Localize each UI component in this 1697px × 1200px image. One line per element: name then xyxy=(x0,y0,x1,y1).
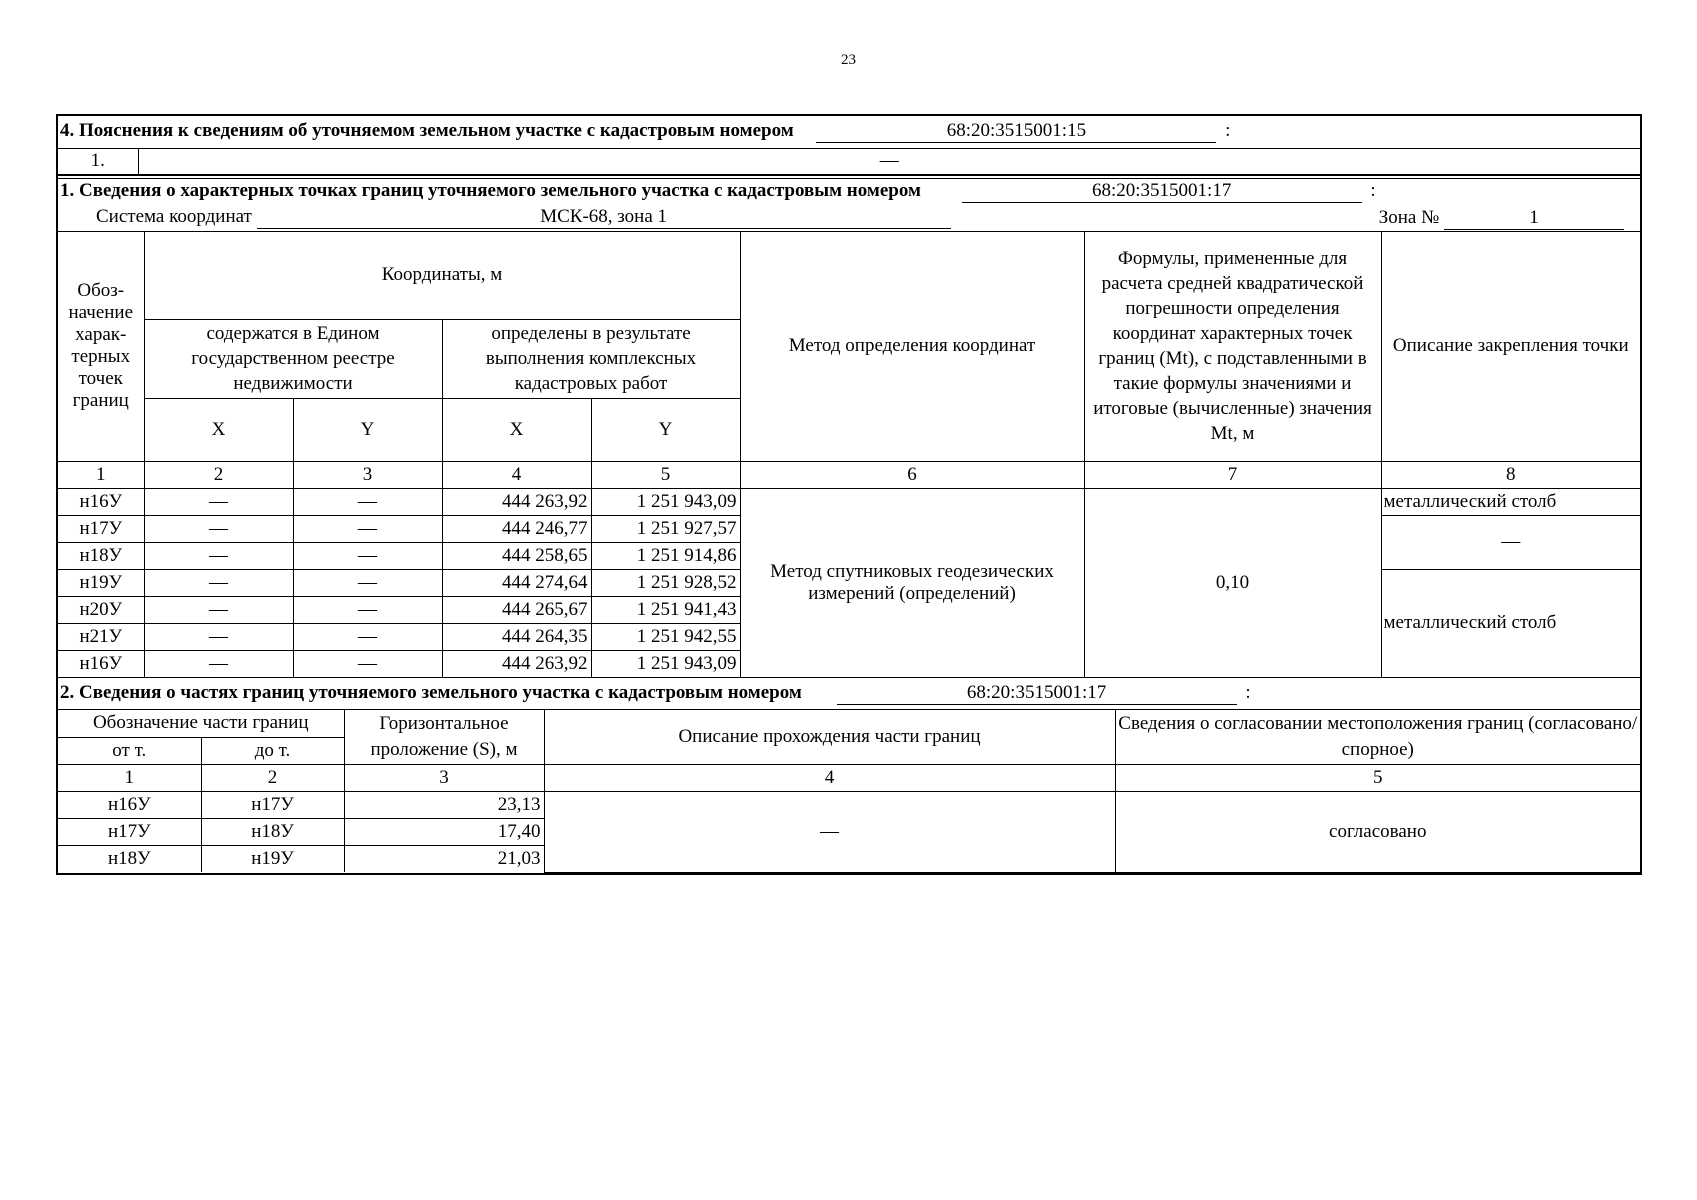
registry-x: — xyxy=(144,650,293,677)
header-designation: Обоз- начение харак- терных точек границ xyxy=(58,231,144,461)
coord-system-row xyxy=(58,205,1640,231)
coord-y: 1 251 941,43 xyxy=(591,596,740,623)
col-number: 3 xyxy=(344,764,544,791)
header-in-registry: содержатся в Едином государственном реестре недвижимости xyxy=(144,319,442,398)
registry-y: — xyxy=(293,488,442,515)
coord-system-value: МСК-68, зона 1 xyxy=(257,206,951,229)
coord-y: 1 251 942,55 xyxy=(591,623,740,650)
section4-row-value: — xyxy=(138,148,1640,174)
coord-x: 444 263,92 xyxy=(442,650,591,677)
section4-cadastral-number: 68:20:3515001:15 xyxy=(816,120,1216,143)
col-number: 1 xyxy=(58,764,201,791)
point-name: н20У xyxy=(58,596,144,623)
coord-x: 444 258,65 xyxy=(442,542,591,569)
registry-y: — xyxy=(293,623,442,650)
coord-y: 1 251 928,52 xyxy=(591,569,740,596)
col-number: 7 xyxy=(1084,461,1381,488)
part-from: н18У xyxy=(58,845,201,872)
section4-colon: : xyxy=(1225,120,1231,142)
section1-title-row xyxy=(58,177,1640,205)
coord-y: 1 251 943,09 xyxy=(591,650,740,677)
part-from: н16У xyxy=(58,791,201,818)
fixing-value: — xyxy=(1381,515,1640,569)
section1-cadastral-number: 68:20:3515001:17 xyxy=(962,180,1362,203)
header-horizontal: Горизонтальное проложение (S), м xyxy=(344,710,544,764)
part-to: н19У xyxy=(201,845,344,872)
zone-label: Зона № xyxy=(1378,206,1440,228)
point-name: н19У xyxy=(58,569,144,596)
agreement-value: согласовано xyxy=(1115,791,1640,872)
col-number: 2 xyxy=(144,461,293,488)
section1-title: 1. Сведения о характерных точках границ уточняемого земельного участка с кадастровым номером xyxy=(60,180,921,201)
coord-x: 444 246,77 xyxy=(442,515,591,542)
fixing-value: металлический столб xyxy=(1381,488,1640,515)
header-agreement: Сведения о согласовании местоположения границ (согласовано/спорное) xyxy=(1115,710,1640,764)
registry-x: — xyxy=(144,515,293,542)
part-from: н17У xyxy=(58,818,201,845)
col-number: 6 xyxy=(740,461,1084,488)
col-number: 4 xyxy=(544,764,1115,791)
header-coordinates: Координаты, м xyxy=(144,231,740,319)
col-number: 5 xyxy=(591,461,740,488)
point-name: н16У xyxy=(58,488,144,515)
point-name: н21У xyxy=(58,623,144,650)
page-number: 23 xyxy=(841,52,856,68)
registry-x: — xyxy=(144,596,293,623)
coord-y: 1 251 927,57 xyxy=(591,515,740,542)
section2-title: 2. Сведения о частях границ уточняемого земельного участка с кадастровым номером xyxy=(60,681,802,703)
coord-x: 444 274,64 xyxy=(442,569,591,596)
coord-y: 1 251 914,86 xyxy=(591,542,740,569)
part-to: н18У xyxy=(201,818,344,845)
coord-system-label: Система координат xyxy=(96,206,252,227)
header-method: Метод определения координат xyxy=(740,231,1084,461)
table-row xyxy=(58,488,1640,515)
header-description: Описание прохождения части границ xyxy=(544,710,1115,764)
header-fixing: Описание закрепления точки xyxy=(1381,231,1640,461)
header-to: до т. xyxy=(201,737,344,764)
fixing-value: металлический столб xyxy=(1381,569,1640,677)
section2-title-row xyxy=(58,678,1640,710)
coord-x: 444 265,67 xyxy=(442,596,591,623)
coord-x: 444 264,35 xyxy=(442,623,591,650)
registry-x: — xyxy=(144,488,293,515)
header-from: от т. xyxy=(58,737,201,764)
header-determined-y: Y xyxy=(591,398,740,461)
section1-colon: : xyxy=(1370,180,1376,201)
col-number: 8 xyxy=(1381,461,1640,488)
header-part-designation: Обозначение части границ xyxy=(58,710,344,737)
header-formulas: Формулы, примененные для расчета средней квадратической погрешности определения координат характерных точек границ (Mt), с подставленными в такие формулы значениями и итоговые (вычисленные) значения Mt, м xyxy=(1084,231,1381,461)
section2-parts-table xyxy=(58,710,1640,873)
method-value: Метод спутниковых геодезических измерений (определений) xyxy=(740,488,1084,677)
registry-x: — xyxy=(144,623,293,650)
registry-y: — xyxy=(293,515,442,542)
section4-title: 4. Пояснения к сведениям об уточняемом земельном участке с кадастровым номером xyxy=(60,120,794,142)
section4-row-index: 1. xyxy=(58,148,138,174)
part-length: 23,13 xyxy=(344,791,544,818)
point-name: н18У xyxy=(58,542,144,569)
registry-y: — xyxy=(293,596,442,623)
coord-y: 1 251 943,09 xyxy=(591,488,740,515)
col-number: 1 xyxy=(58,461,144,488)
section4-title-row xyxy=(58,116,1640,148)
section1-header-table xyxy=(58,175,1640,231)
section2-header-table xyxy=(58,678,1640,711)
coord-x: 444 263,92 xyxy=(442,488,591,515)
description-value: — xyxy=(544,791,1115,872)
point-name: н17У xyxy=(58,515,144,542)
header-registry-x: X xyxy=(144,398,293,461)
section2-colon: : xyxy=(1245,681,1251,703)
section1-points-table xyxy=(58,231,1640,678)
header-determined-x: X xyxy=(442,398,591,461)
table-row xyxy=(58,791,1640,818)
registry-x: — xyxy=(144,569,293,596)
col-number: 2 xyxy=(201,764,344,791)
registry-y: — xyxy=(293,569,442,596)
zone-value: 1 xyxy=(1444,207,1624,230)
col-number: 4 xyxy=(442,461,591,488)
header-determined: определены в результате выполнения комплексных кадастровых работ xyxy=(442,319,740,398)
section2-cadastral-number: 68:20:3515001:17 xyxy=(837,682,1237,705)
zone-block xyxy=(1379,207,1624,230)
col-number: 5 xyxy=(1115,764,1640,791)
mt-value: 0,10 xyxy=(1084,488,1381,677)
header-registry-y: Y xyxy=(293,398,442,461)
registry-y: — xyxy=(293,650,442,677)
registry-x: — xyxy=(144,542,293,569)
section4-table xyxy=(58,116,1640,175)
part-length: 21,03 xyxy=(344,845,544,872)
registry-y: — xyxy=(293,542,442,569)
cadastral-document xyxy=(56,114,1642,875)
col-number: 3 xyxy=(293,461,442,488)
part-to: н17У xyxy=(201,791,344,818)
part-length: 17,40 xyxy=(344,818,544,845)
point-name: н16У xyxy=(58,650,144,677)
